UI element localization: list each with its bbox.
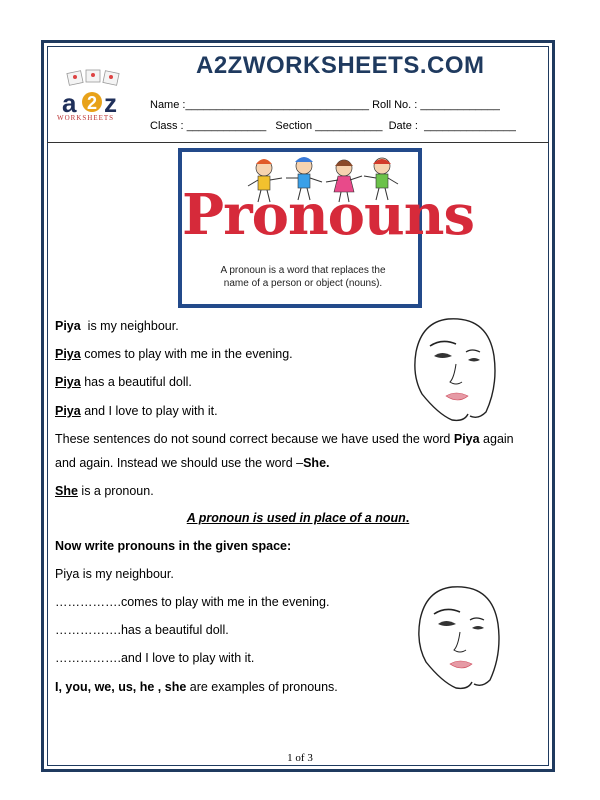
explanation-line-2: and again. Instead we should use the word –She. <box>55 456 330 470</box>
section-label: Section <box>275 120 313 132</box>
blank-space[interactable]: …………… <box>55 651 118 665</box>
header-divider <box>47 142 549 143</box>
girl-face-icon <box>412 584 504 690</box>
intro-sentence-4: Piya and I love to play with it. <box>55 404 218 418</box>
blank-space[interactable]: …………… <box>55 595 118 609</box>
page-number: 1 of 3 <box>287 752 313 764</box>
name-field[interactable]: ______________________________ <box>185 99 369 111</box>
explanation-line-1: These sentences do not sound correct because we have used the word Piya again <box>55 432 514 446</box>
exercise-line-4: …………….and I love to play with it. <box>55 651 255 665</box>
intro-sentence-3: Piya has a beautiful doll. <box>55 375 192 389</box>
intro-sentence-1: Piya is my neighbour. <box>55 319 179 333</box>
logo-papers-icon <box>67 70 119 85</box>
exercise-line-1: Piya is my neighbour. <box>55 567 174 581</box>
svg-text:2: 2 <box>87 93 98 113</box>
blank-space[interactable]: …………… <box>55 623 118 637</box>
site-title: A2ZWORKSHEETS.COM <box>196 52 485 79</box>
examples-line: I, you, we, us, he , she are examples of pronouns. <box>55 680 338 694</box>
logo-subtext: WORKSHEETS <box>57 114 115 122</box>
exercise-line-3: …………….has a beautiful doll. <box>55 623 229 637</box>
exercise-heading: Now write pronouns in the given space: <box>55 539 292 553</box>
banner-caption: A pronoun is a word that replaces the name of a person or object (nouns). <box>220 265 386 289</box>
girl-face-icon <box>408 316 500 422</box>
intro-sentence-2: Piya comes to play with me in the evening. <box>55 347 293 361</box>
exercise-line-2: …………….comes to play with me in the evening. <box>55 595 330 609</box>
date-label: Date : <box>388 120 418 132</box>
section-field[interactable]: ___________ <box>315 120 383 132</box>
roll-label: Roll No. : <box>372 99 418 111</box>
roll-field[interactable]: _____________ <box>420 99 500 111</box>
class-row <box>150 120 516 132</box>
pronouns-banner <box>178 148 474 308</box>
rule-statement: A pronoun is used in place of a noun. <box>186 511 410 525</box>
banner-title: Pronouns <box>182 182 474 248</box>
name-row <box>150 99 500 111</box>
class-label: Class : <box>150 120 184 132</box>
class-field[interactable]: _____________ <box>186 120 267 132</box>
date-field[interactable]: _______________ <box>424 120 516 132</box>
she-pronoun-line: She is a pronoun. <box>55 484 154 498</box>
svg-text:a: a <box>62 88 77 118</box>
svg-text:z: z <box>104 88 117 118</box>
name-label: Name : <box>150 99 186 111</box>
